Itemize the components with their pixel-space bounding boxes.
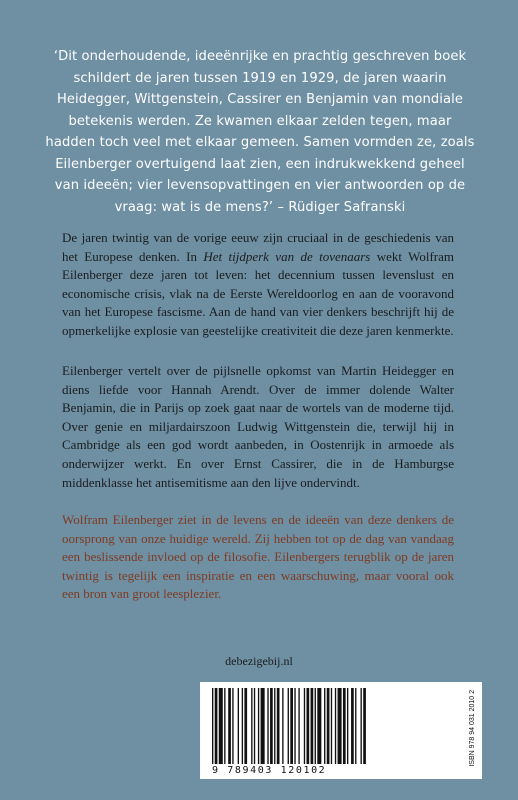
intro-paragraph — [62, 229, 454, 341]
barcode-panel — [200, 682, 482, 779]
barcode-digits: 9 789403 120102 — [212, 765, 327, 776]
isbn-label: ISBN 978 94 031 2010 2 — [469, 690, 476, 767]
publisher-website: debezigebij.nl — [225, 654, 293, 668]
closing-paragraph: Wolfram Eilenberger ziet in de levens en de ideeën van deze denkers de oorsprong van onze huidige wereld. Zij hebben tot op de dag van vandaag een beslissende invloed op de filosofie. Eilenbergers terugblik op de jaren twintig is tegelijk een inspiratie en een waarschuwing, maar vooral ook een bron van groot leesplezier. — [62, 512, 454, 602]
barcode — [210, 688, 455, 766]
intro-text-end: wekt Wolfram Eilenberger deze jaren tot leven: het decennium tussen levenslust en economische crisis, vlak na de Eerste Wereldoorlog en aan de vooravond van het Europese fascisme. Aan de hand van vier denkers beschrijft hij de opmerkelijke explosie van geestelijke creativiteit die deze jaren kenmerkte. — [62, 248, 455, 338]
intro-text-start: De jaren twintig van de vorige eeuw zijn cruciaal in de geschiedenis van het Europese denken. In — [62, 230, 454, 264]
book-title: Het tijdperk van de tovenaars — [203, 248, 371, 264]
thinkers-paragraph: Eilenberger vertelt over de pijlsnelle opkomst van Martin Heidegger en diens liefde voor Hannah Arendt. Over de immer dolende Walter Benjamin, die in Parijs op zoek gaat naar de wortels van de moderne tijd. Over genie en miljardairszoon Ludwig Wittgenstein die, terwijl hij in Cambridge als een god wordt aanbeden, in Oostenrijk in armoede als onderwijzer werkt. En over Ernst Cassirer, die in de Hamburgse middenklasse het antisemitisme aan den lijve ondervindt. — [62, 363, 454, 490]
review-quote: ‘Dit onderhoudende, ideeënrijke en prachtig geschreven boek schildert de jaren tussen 1919 en 1929, de jaren waarin Heidegger, Wittgenstein, Cassirer en Benjamin van mondiale betekenis werden. Ze kwamen elkaar zelden tegen, maar hadden toch veel met elkaar gemeen. Samen vormden ze, zoals Eilenberger overtuigend laat zien, een indrukwekkend geheel van ideeën; vier levensopvattingen en vier antwoorden op de vraag: wat is de mens?’ – Rüdiger Safranski — [45, 49, 475, 215]
